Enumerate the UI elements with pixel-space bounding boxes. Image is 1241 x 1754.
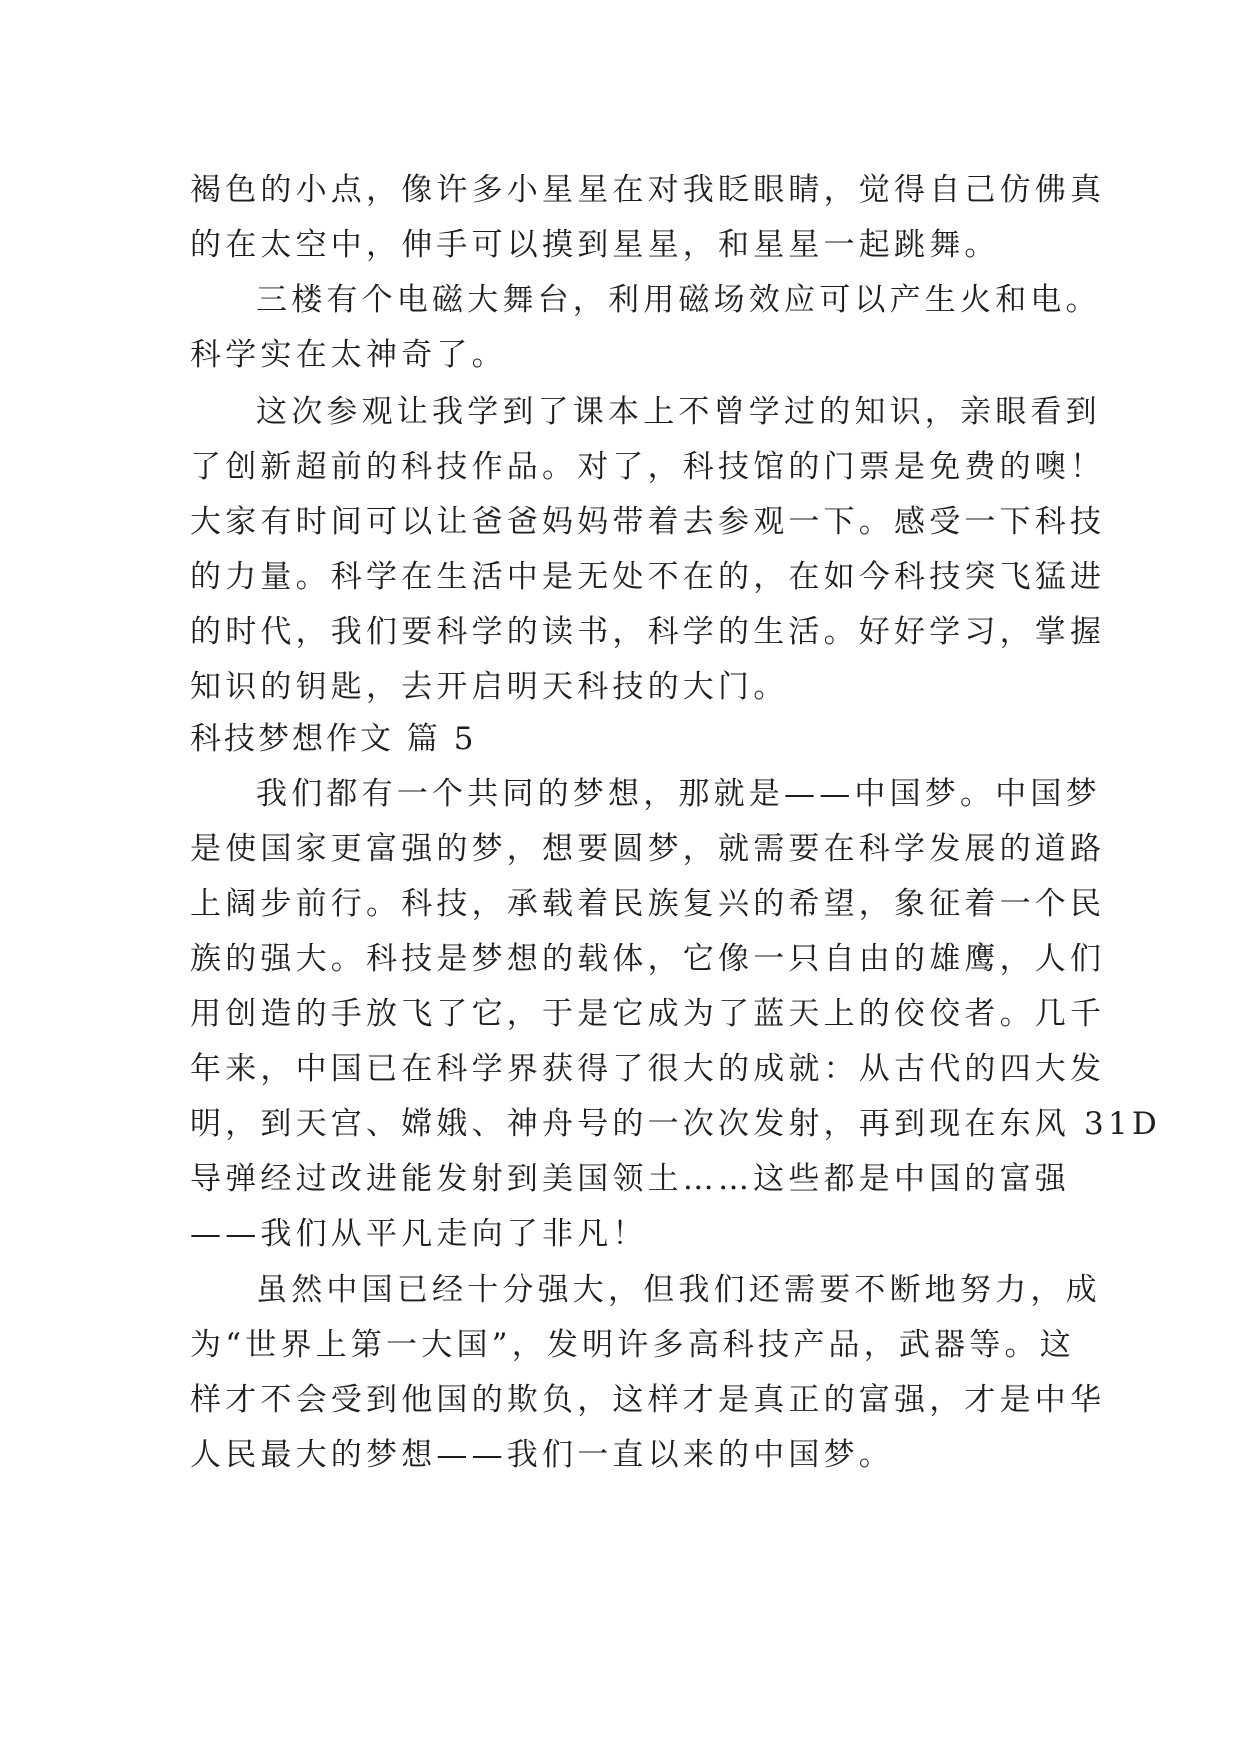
text-line: 导弹经过改进能发射到美国领土……这些都是中国的富强 (190, 1161, 1070, 1197)
text-line: 为“世界上第一大国”，发明许多高科技产品，武器等。这 (190, 1327, 1075, 1363)
text-line: 知识的钥匙，去开启明天科技的大门。 (190, 669, 789, 705)
text-line: 族的强大。科技是梦想的载体，它像一只自由的雄鹰，人们 (190, 941, 1106, 977)
text-line: 这次参观让我学到了课本上不曾学过的知识，亲眼看到 (256, 394, 1101, 430)
text-line: 科学实在太神奇了。 (190, 337, 507, 373)
text-line: 样才不会受到他国的欺负，这样才是真正的富强，才是中华 (190, 1382, 1106, 1418)
text-line: 的在太空中，伸手可以摸到星星，和星星一起跳舞。 (190, 227, 1000, 263)
text-line: 了创新超前的科技作品。对了，科技馆的门票是免费的噢！ (190, 449, 1106, 485)
section-heading: 科技梦想作文 篇 5 (190, 721, 477, 757)
text-line: 是使国家更富强的梦，想要圆梦，就需要在科学发展的道路 (190, 831, 1106, 867)
text-line: 年来，中国已在科学界获得了很大的成就：从古代的四大发 (190, 1051, 1106, 1087)
text-line: 用创造的手放飞了它，于是它成为了蓝天上的佼佼者。几千 (190, 996, 1106, 1032)
text-line: 的时代，我们要科学的读书，科学的生活。好好学习，掌握 (190, 614, 1106, 650)
text-line: 的力量。科学在生活中是无处不在的，在如今科技突飞猛进 (190, 559, 1106, 595)
text-line: 褐色的小点，像许多小星星在对我眨眼睛，觉得自己仿佛真 (190, 172, 1106, 208)
text-line: 我们都有一个共同的梦想，那就是——中国梦。中国梦 (256, 776, 1101, 812)
text-line: 上阔步前行。科技，承载着民族复兴的希望，象征着一个民 (190, 886, 1106, 922)
text-line: ——我们从平凡走向了非凡！ (190, 1216, 648, 1252)
text-line: 大家有时间可以让爸爸妈妈带着去参观一下。感受一下科技 (190, 504, 1106, 540)
text-line: 明，到天宫、嫦娥、神舟号的一次次发射，再到现在东风 31D (190, 1106, 1161, 1142)
text-line: 人民最大的梦想——我们一直以来的中国梦。 (190, 1437, 894, 1473)
text-line: 虽然中国已经十分强大，但我们还需要不断地努力，成 (256, 1272, 1101, 1308)
text-line: 三楼有个电磁大舞台，利用磁场效应可以产生火和电。 (256, 282, 1101, 318)
